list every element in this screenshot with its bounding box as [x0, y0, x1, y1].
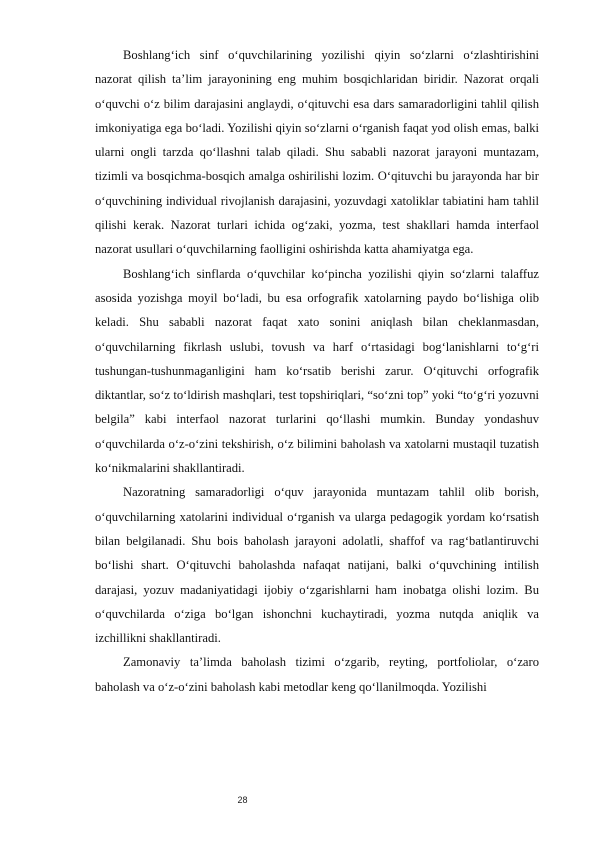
paragraph-2: Boshlang‘ich sinflarda o‘quvchilar ko‘pincha yozilishi qiyin so‘zlarni talaffuz asosida yozishga moyil bo‘ladi, bu esa orfografik xatolarning paydo bo‘lishiga olib keladi. Shu sababli nazorat faqat xato sonini aniqlash bilan cheklanmasdan, o‘quvchilarning fikrlash uslubi, tovush va harf o‘rtasidagi bog‘lanishlarni to‘g‘ri tushungan-tushunmaganligini ham ko‘rsatib berishi zarur. O‘qituvchi orfografik diktantlar, so‘z to‘ldirish mashqlari, test topshiriqlari, “so‘zni top” yoki “to‘g‘ri yozuvni belgila” kabi interfaol nazorat turlarini qo‘llashi mumkin. Bunday yondashuv o‘quvchilarda o‘z-o‘zini tekshirish, o‘z bilimini baholash va xatolarni mustaqil tuzatish ko‘nikmalarini shakllantiradi. — [95, 266, 539, 476]
body-text — [95, 43, 539, 699]
paragraph-3: Nazoratning samaradorligi o‘quv jarayonida muntazam tahlil olib borish, o‘quvchilarning xatolarini individual o‘rganish va ularga pedagogik yordam ko‘rsatish bilan belgilanadi. Shu bois baholash jarayoni adolatli, shaffof va rag‘batlantiruvchi bo‘lishi shart. O‘qituvchi baholashda nafaqat natijani, balki o‘quvchining intilish darajasi, yozuv madaniyatidagi ijobiy o‘zgarishlarni ham inobatga olishi lozim. Bu o‘quvchilarda o‘ziga bo‘lgan ishonchni kuchaytiradi, yozma nutqda aniqlik va izchillikni shakllantiradi. — [95, 485, 539, 646]
paragraph-1: Boshlang‘ich sinf o‘quvchilarining yozilishi qiyin so‘zlarni o‘zlashtirishini nazorat qilish ta’lim jarayonining eng muhim bosqichlaridan biridir. Nazorat orqali o‘quvchi o‘z bilim darajasini anglaydi, o‘qituvchi esa dars samaradorligini tahlil qilish imkoniyatiga ega bo‘ladi. Yozilishi qiyin so‘zlarni o‘rganish faqat yod olish emas, balki ularni ongli tarzda qo‘llashni talab qiladi. Shu sababli nazorat jarayoni muntazam, tizimli va bosqichma-bosqich amalga oshirilishi lozim. O‘qituvchi bu jarayonda har bir o‘quvchining individual rivojlanish darajasini, yozuvdagi xatoliklar tabiatini ham tahlil qilishi kerak. Nazorat turlari ichida og‘zaki, yozma, test shakllari hamda interfaol nazorat usullari o‘quvchilarning faolligini oshirishda katta ahamiyatga ega. — [95, 48, 539, 257]
paragraph-4: Zamonaviy ta’limda baholash tizimi o‘zgarib, reyting, portfoliolar, o‘zaro baholash va o‘z-o‘zini baholash kabi metodlar keng qo‘llanilmoqda. Yozilishi — [95, 655, 539, 694]
page-number: 28 — [237, 795, 248, 805]
